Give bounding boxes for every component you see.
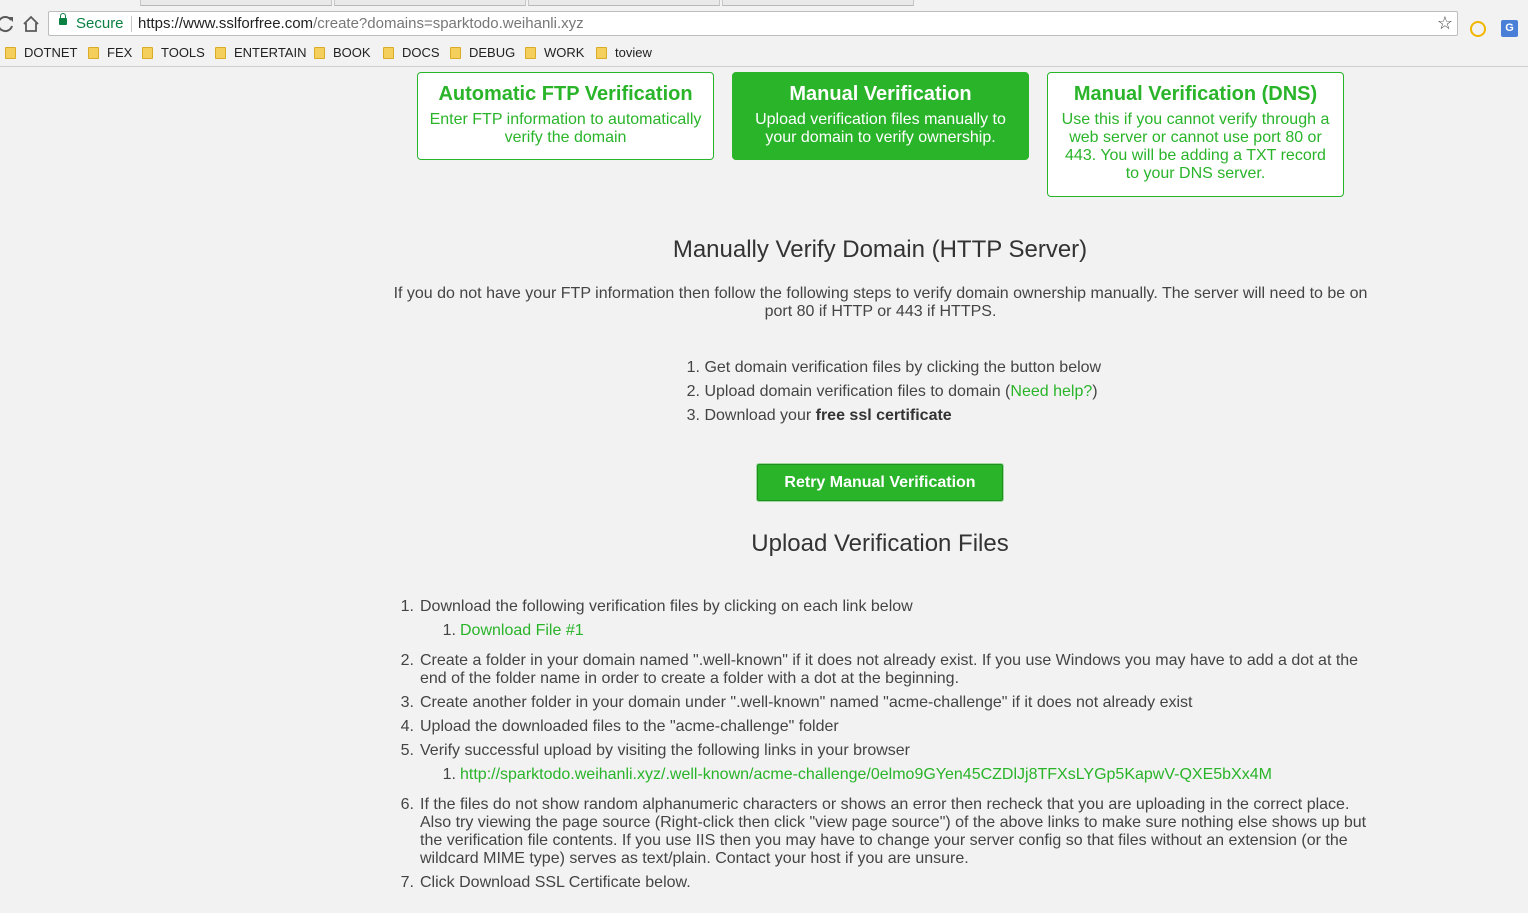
list-item: 2. Create a folder in your domain named ".well-known" if it does not already exist. If you use Windows you may have to add a dot at the end of the folder name in order to create a folder with a dot at the beginning. (400, 652, 1359, 687)
extension-icon[interactable] (1470, 21, 1486, 37)
download-file-link[interactable]: Download File #1 (460, 622, 584, 639)
step-text: Upload domain verification files to domain ( (704, 383, 1011, 400)
folder-icon (88, 47, 99, 59)
page-content (0, 67, 1528, 913)
bookmark-label: WORK (544, 45, 585, 60)
bookmark-work[interactable] (525, 45, 584, 63)
address-separator (131, 16, 132, 32)
url-path: /create?domains=sparktodo.weihanli.xyz (313, 15, 584, 32)
upload-steps-list (398, 598, 1373, 898)
manual-steps-list (678, 356, 1101, 428)
method-dns-card[interactable] (1047, 72, 1344, 197)
bookmark-label: ENTERTAIN (234, 45, 307, 60)
step-text: Create another folder in your domain under ".well-known" named "acme-challenge" if it does not already exist (420, 694, 1193, 711)
bookmark-docs[interactable] (383, 45, 440, 63)
secure-label: Secure (76, 15, 124, 32)
browser-toolbar (0, 6, 1528, 42)
bookmark-label: BOOK (333, 45, 371, 60)
method-description: Upload verification files manually to your domain to verify ownership. (755, 111, 1006, 146)
folder-icon (314, 47, 325, 59)
method-description: Enter FTP information to automatically verify the domain (429, 111, 702, 146)
step-text: Upload the downloaded files to the "acme-challenge" folder (420, 718, 839, 735)
step-text: Click Download SSL Certificate below. (420, 874, 691, 891)
bookmarks-bar (0, 42, 1528, 67)
folder-icon (596, 47, 607, 59)
url-text[interactable] (138, 15, 584, 32)
list-item: 2. Upload domain verification files to domain (Need help?) (686, 383, 1098, 400)
acme-challenge-link[interactable]: http://sparktodo.weihanli.xyz/.well-known/acme-challenge/0elmo9GYen45CZDlJj8TFXsLYGp5KapwV-QXE5bXx4M (460, 766, 1272, 783)
list-item: 1. Download the following verification files by clicking on each link below 1. Download File #1 (398, 598, 1373, 640)
method-title: Manual Verification (DNS) (1073, 83, 1318, 105)
reload-icon[interactable] (0, 14, 16, 34)
download-file-item: 1. Download File #1 (442, 622, 584, 639)
bookmark-toview[interactable] (596, 45, 652, 63)
list-item: 7. Click Download SSL Certificate below. (400, 874, 691, 891)
translate-extension-icon[interactable]: G (1501, 20, 1518, 37)
bookmark-book[interactable] (314, 45, 371, 63)
list-item: 4. Upload the downloaded files to the "acme-challenge" folder (400, 718, 839, 735)
manual-verify-heading: Manually Verify Domain (HTTP Server) (672, 236, 1088, 263)
step-text: Get domain verification files by clicking the button below (704, 359, 1102, 376)
step-text: Download the following verification files by clicking on each link below (420, 598, 913, 615)
folder-icon (5, 47, 16, 59)
bookmark-tools[interactable] (142, 45, 205, 63)
list-item: 1. Get domain verification files by clicking the button below (686, 359, 1102, 376)
method-description: Use this if you cannot verify through a web server or cannot use port 80 or 443. You will be adding a TXT record to your DNS server. (1061, 111, 1330, 182)
list-item: 3. Create another folder in your domain under ".well-known" named "acme-challenge" if it does not already exist (400, 694, 1193, 711)
folder-icon (525, 47, 536, 59)
manual-intro-text: If you do not have your FTP information then follow the following steps to verify domain ownership manually. The server will need to be on port 80 if HTTP or 443 if HTTPS. (393, 285, 1368, 320)
bookmark-fex[interactable] (88, 45, 132, 63)
step-text: ) (1092, 383, 1098, 400)
method-title: Automatic FTP Verification (438, 83, 693, 105)
step-text: If the files do not show random alphanumeric characters or shows an error then recheck that you are uploading in the correct place. Also try viewing the page source (Right-click then click "view page source") of the above links to make sure nothing else shows up but the verification file contents. If you use IIS then you may have to change your server config so that files without an extension (or the wildcard MIME type) serves as text/plain. Contact your host if you are unsure. (420, 796, 1367, 867)
address-bar[interactable] (48, 11, 1458, 36)
bookmark-label: DOCS (402, 45, 440, 60)
bookmark-label: toview (615, 45, 652, 60)
method-ftp-card[interactable] (417, 72, 714, 160)
step-text: Download your (704, 407, 816, 424)
folder-icon (215, 47, 226, 59)
list-item: 6. If the files do not show random alphanumeric characters or shows an error then recheck that you are uploading in the correct place. Also try viewing the page source (Right-click then click "view page source") of the above links to make sure nothing else shows up but the verification file contents. If you use IIS then you may have to change your server config so that files without an extension (or the wildcard MIME type) serves as text/plain. Contact your host if you are unsure. (400, 796, 1367, 867)
folder-icon (383, 47, 394, 59)
upload-files-heading: Upload Verification Files (751, 530, 1009, 557)
step-text: Create a folder in your domain named ".well-known" if it does not already exist. If you use Windows you may have to add a dot at the end of the folder name in order to create a folder with a dot at the beginning. (420, 652, 1359, 687)
step-text: Verify successful upload by visiting the following links in your browser (420, 742, 911, 759)
bookmark-dotnet[interactable] (5, 45, 77, 63)
bookmark-star-icon[interactable]: ☆ (1436, 13, 1453, 33)
bookmark-debug[interactable] (450, 45, 515, 63)
folder-icon (142, 47, 153, 59)
bookmark-label: DOTNET (24, 45, 78, 60)
method-title: Manual Verification (789, 83, 972, 105)
bookmark-label: DEBUG (469, 45, 516, 60)
retry-manual-verification-button[interactable]: Retry Manual Verification (757, 464, 1003, 501)
list-item: 3. Download your free ssl certificate (686, 407, 952, 424)
folder-icon (450, 47, 461, 59)
list-item: 5. Verify successful upload by visiting the following links in your browser 1. http://sparktodo.weihanli.xyz/.well-known/acme-challenge/0elmo9GYen45CZDlJj8TFXsLYGp5KapwV-QXE5bXx4M (398, 742, 1373, 784)
lock-icon (59, 18, 67, 25)
verify-link-item: 1. http://sparktodo.weihanli.xyz/.well-known/acme-challenge/0elmo9GYen45CZDlJj8TFXsLYGp5KapwV-QXE5bXx4M (442, 766, 1272, 783)
home-icon[interactable] (21, 14, 41, 34)
bookmark-label: TOOLS (161, 45, 205, 60)
free-ssl-emphasis: free ssl certificate (815, 407, 952, 424)
bookmark-label: FEX (107, 45, 133, 60)
need-help-link[interactable]: Need help? (1010, 383, 1093, 400)
bookmark-entertain[interactable] (215, 45, 306, 63)
method-manual-card[interactable] (732, 72, 1029, 160)
url-host: https://www.sslforfree.com (138, 15, 314, 32)
